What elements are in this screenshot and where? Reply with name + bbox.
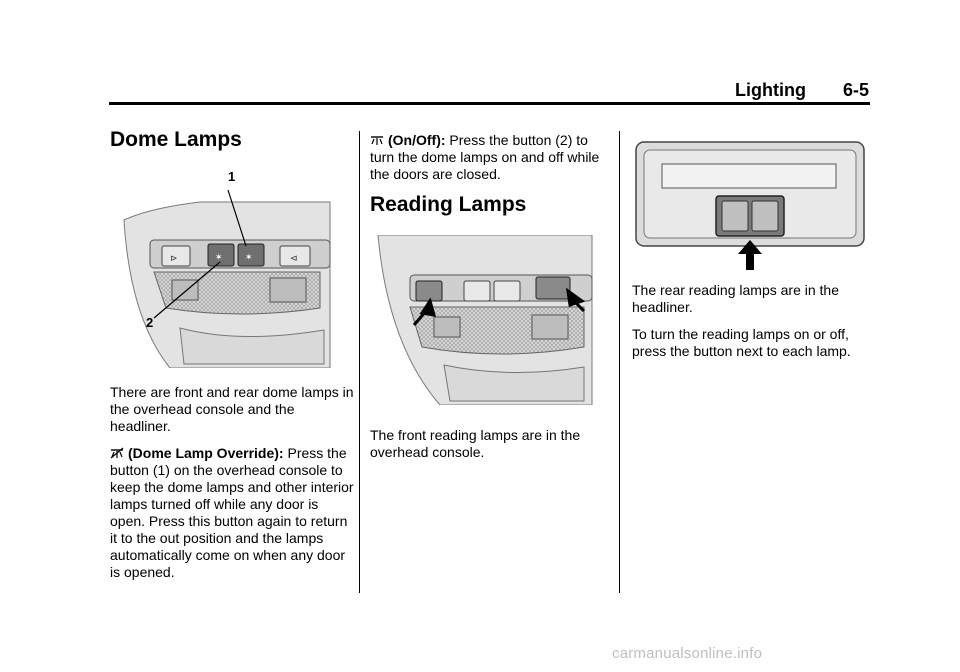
watermark: carmanualsonline.info — [612, 645, 763, 662]
svg-text:⊲: ⊲ — [290, 253, 298, 263]
svg-text:⊳: ⊳ — [170, 253, 178, 263]
front-reading-lamps-text: The front reading lamps are in the overhead console. — [370, 427, 581, 460]
rear-reading-lamps-instructions: To turn the reading lamps on or off, press the button next to each lamp. — [632, 326, 851, 359]
rear-reading-lamps-text: The rear reading lamps are in the headliner. — [632, 282, 839, 315]
svg-text:✶: ✶ — [215, 252, 223, 262]
dome-lamp-override-term: (Dome Lamp Override): — [128, 445, 284, 461]
dome-lamp-override-text: Press the button (1) on the overhead console to keep the dome lamps and other interior lamps turned off while any door is open. Press this button again to return it to the out position and the lamps automatically come on when any door is opened. — [110, 445, 354, 580]
svg-text:✶: ✶ — [245, 252, 253, 262]
on-off-text: Press the button (2) to turn the dome lamps on and off while the doors are closed. — [370, 132, 600, 182]
callout-1: 1 — [228, 169, 236, 184]
dome-lamp-override-paragraph — [110, 445, 354, 581]
on-off-paragraph — [370, 132, 610, 183]
front-reading-lamps-illustration — [370, 235, 600, 405]
column-divider-2 — [619, 131, 620, 593]
front-reading-lamp-figure — [370, 235, 600, 405]
rear-reading-lamp-figure — [632, 136, 868, 272]
header-rule — [109, 102, 870, 105]
column-3 — [632, 128, 872, 370]
dome-lamp-on-off-icon — [370, 134, 384, 146]
column-1 — [110, 128, 354, 591]
page-number: 6-5 — [842, 80, 869, 100]
dome-lamp-figure — [110, 168, 350, 368]
dome-lamp-override-icon — [110, 447, 124, 459]
dome-lamps-intro: There are front and rear dome lamps in the overhead console and the headliner. — [110, 384, 354, 434]
section-heading-dome-lamps: Dome Lamps — [110, 128, 242, 151]
on-off-term: (On/Off): — [388, 132, 446, 148]
section-heading-reading-lamps: Reading Lamps — [370, 193, 527, 216]
column-divider-1 — [359, 131, 360, 593]
rear-reading-lamps-illustration — [632, 136, 868, 272]
section-title: Lighting — [735, 80, 806, 100]
column-2 — [370, 128, 610, 471]
callout-2: 2 — [146, 315, 154, 330]
overhead-console-illustration — [110, 168, 350, 368]
